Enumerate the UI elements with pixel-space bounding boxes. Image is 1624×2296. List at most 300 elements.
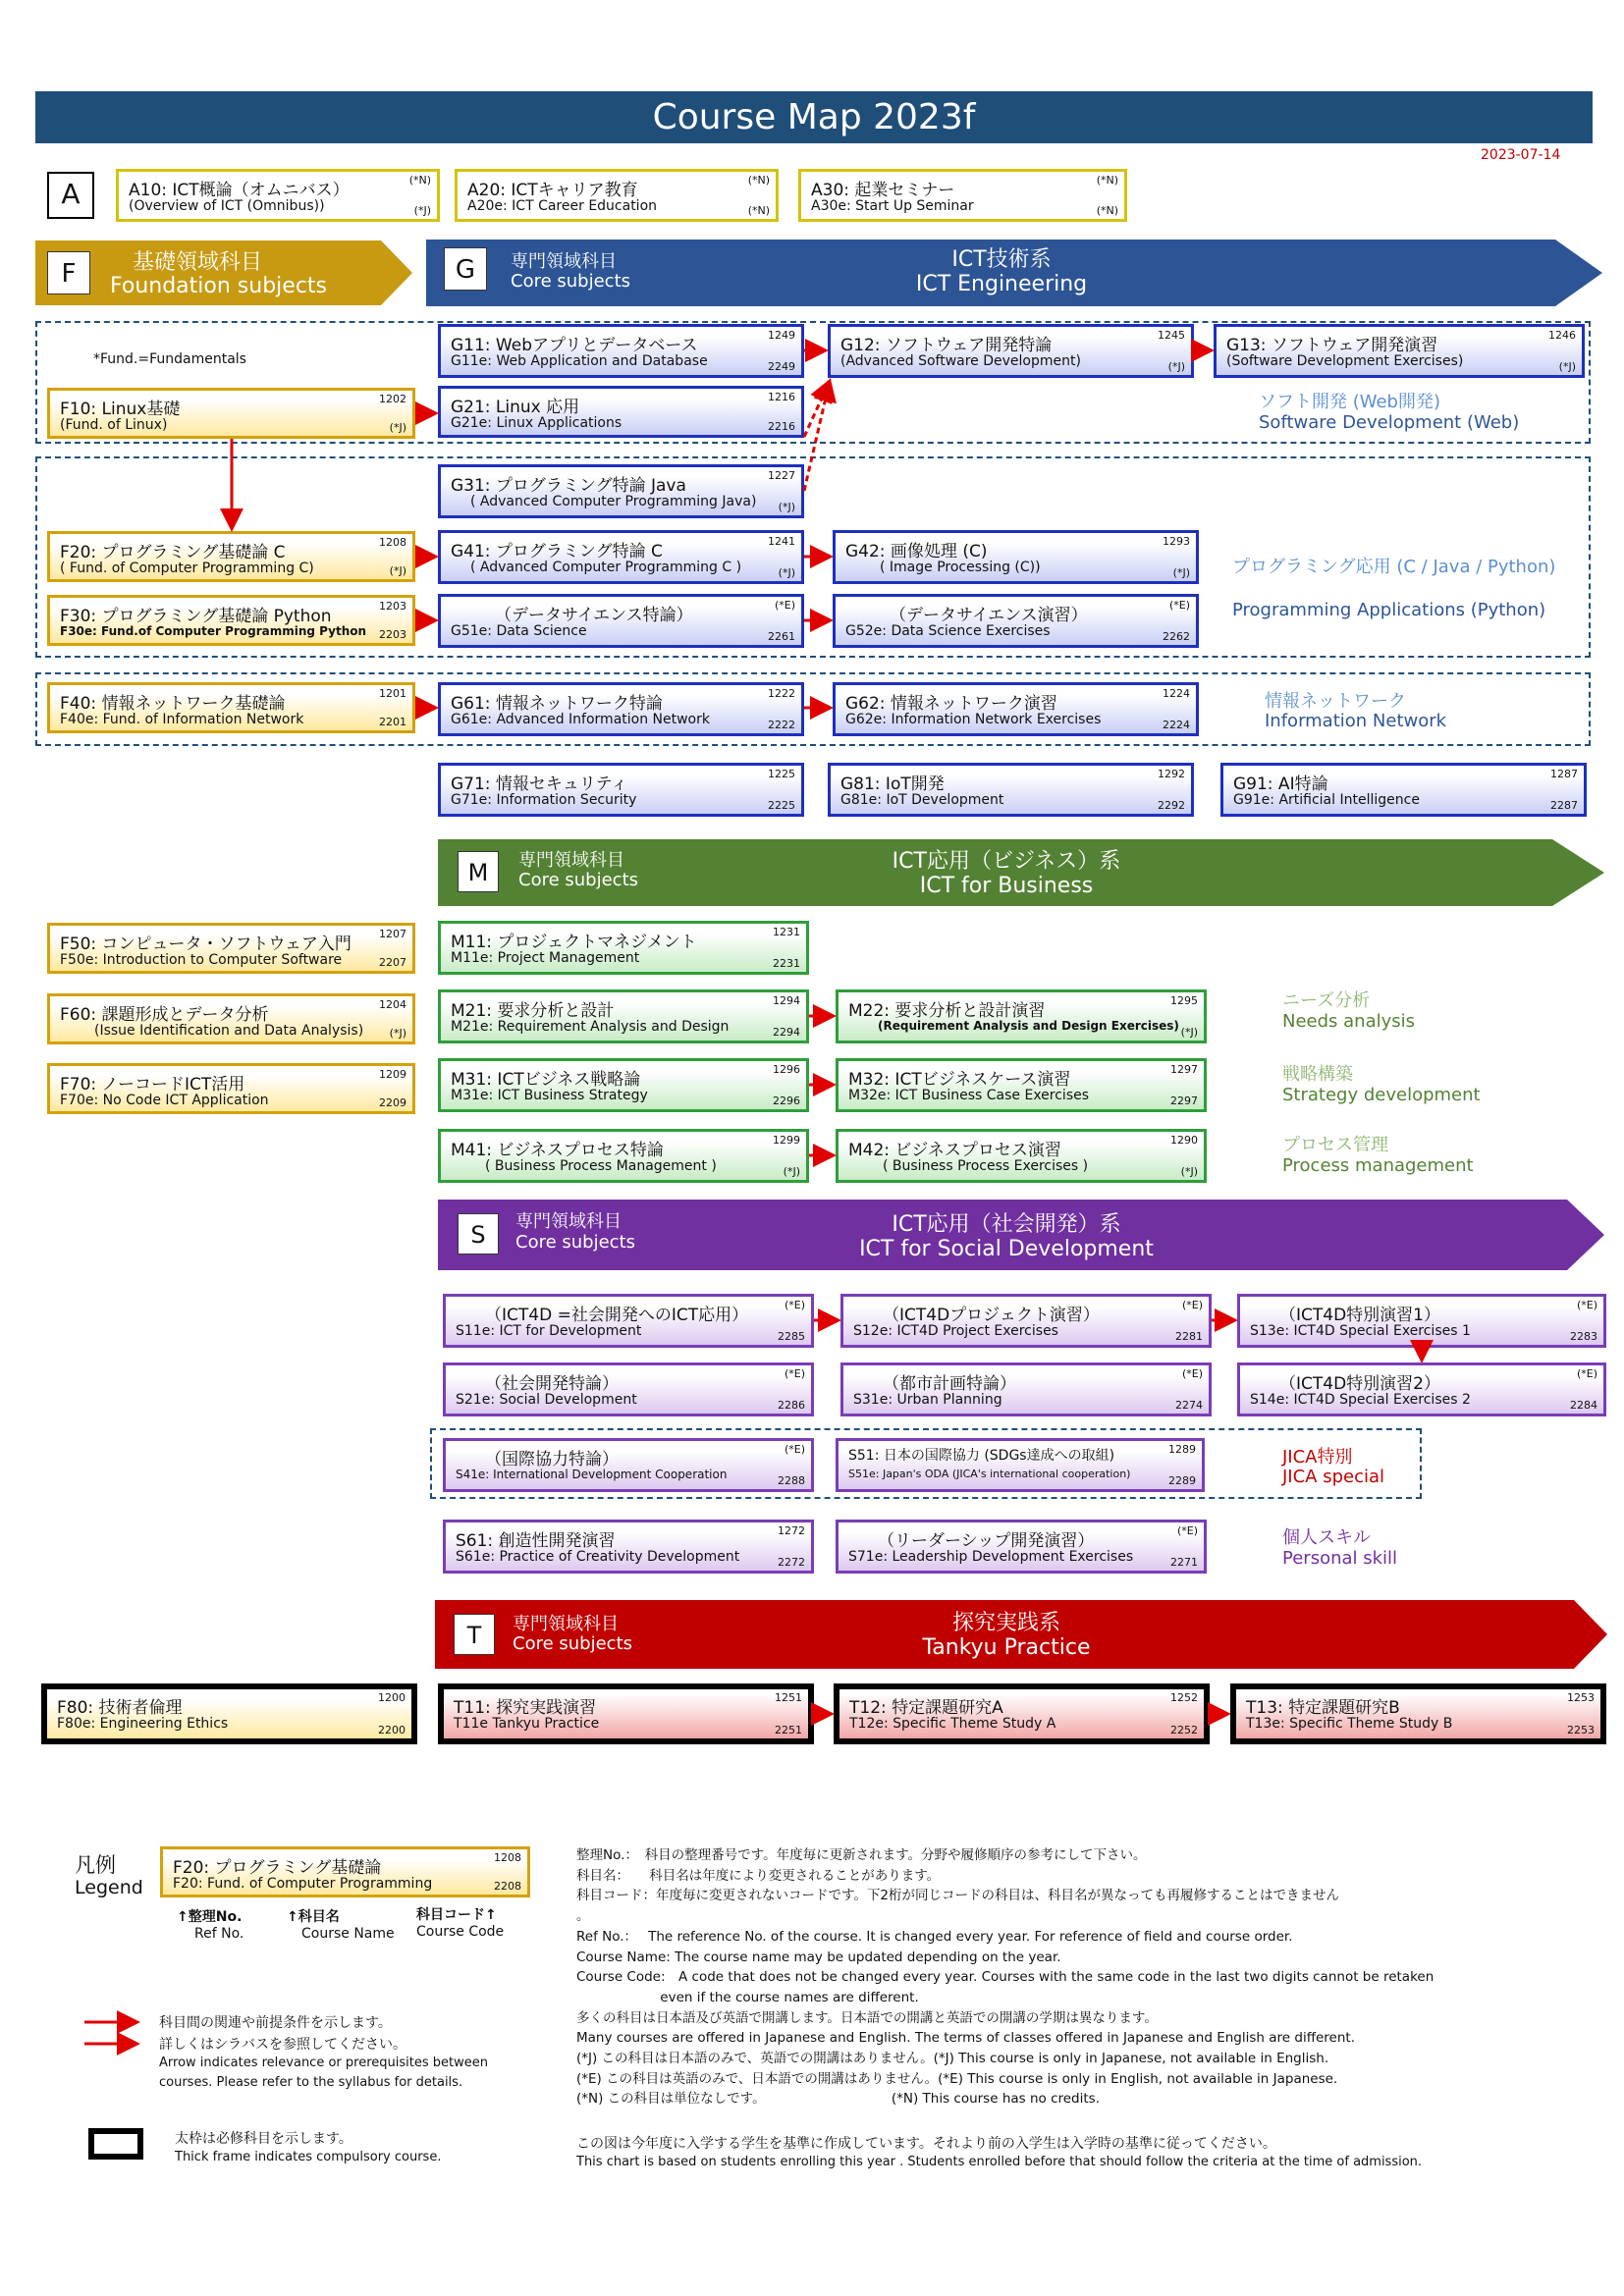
course-name-jp: M41: ビジネスプロセス特論 xyxy=(451,1141,664,1160)
side-jica-en: JICA special xyxy=(1282,1467,1385,1487)
side-needs-jp: ニーズ分析 xyxy=(1282,990,1371,1011)
course-name-jp: F70: ノーコードICT活用 xyxy=(60,1075,245,1095)
course-name-jp: （データサイエンス演習） xyxy=(890,606,1088,625)
course-name-en: F50e: Introduction to Computer Software xyxy=(60,952,343,968)
course-code: 2281 xyxy=(1175,1330,1203,1343)
course-name-jp: A10: ICT概論（オムニバス） xyxy=(129,181,350,200)
ref-no: (*N) xyxy=(408,174,431,187)
course-name-jp: S61: 創造性開発演習 xyxy=(456,1531,616,1551)
course-t11[interactable] xyxy=(438,1683,814,1744)
course-code: 2288 xyxy=(778,1474,805,1487)
note-line: (*J) この科目は日本語のみで、英語での開講はありません。(*J) This course is only in Japanese, not available in English. xyxy=(576,2051,1329,2067)
course-f50[interactable] xyxy=(47,923,415,974)
ref-no: 1203 xyxy=(379,600,406,613)
ref-no: (*E) xyxy=(784,1367,805,1380)
course-name-jp: F40: 情報ネットワーク基礎論 xyxy=(60,694,286,714)
section-t-title-en: Tankyu Practice xyxy=(922,1635,1091,1660)
course-name-en: S21e: Social Development xyxy=(456,1392,637,1408)
course-code: (*J) xyxy=(1167,360,1185,373)
course-code: (*J) xyxy=(1558,360,1576,373)
course-code: 2201 xyxy=(379,716,406,728)
course-m42[interactable] xyxy=(836,1129,1207,1183)
course-name-jp: G42: 画像処理 (C) xyxy=(845,542,988,561)
side-strat-en: Strategy development xyxy=(1282,1085,1481,1105)
course-name-en: T13e: Specific Theme Study B xyxy=(1246,1716,1453,1732)
side-prog-en: Programming Applications (Python) xyxy=(1232,600,1546,620)
course-a10[interactable] xyxy=(116,169,440,222)
legend-title-en: Legend xyxy=(75,1877,143,1898)
course-f30[interactable] xyxy=(47,595,415,646)
course-name-jp: G61: 情報ネットワーク特論 xyxy=(451,694,663,714)
side-swdev-jp: ソフト開発 (Web開発) xyxy=(1259,392,1441,412)
ref-no: 1289 xyxy=(1168,1443,1196,1456)
course-code: 2287 xyxy=(1550,799,1578,812)
course-name-en: ( Business Process Exercises ) xyxy=(883,1158,1089,1174)
course-name-jp: G21: Linux 応用 xyxy=(451,398,580,417)
section-f-letter: F xyxy=(47,251,90,294)
legend-title-jp: 凡例 xyxy=(75,1853,116,1877)
ref-no: (*E) xyxy=(784,1299,805,1311)
section-f-jp: 基礎領域科目 xyxy=(133,250,263,275)
course-name-en: S13e: ICT4D Special Exercises 1 xyxy=(1250,1323,1471,1339)
course-s21[interactable] xyxy=(443,1362,814,1416)
course-m22[interactable] xyxy=(836,989,1207,1043)
course-name-jp: M42: ビジネスプロセス演習 xyxy=(848,1141,1061,1160)
course-code: 2271 xyxy=(1170,1556,1198,1569)
course-code: 2294 xyxy=(773,1026,800,1039)
side-prog-jp: プログラミング応用 (C / Java / Python) xyxy=(1232,557,1556,577)
course-t12[interactable] xyxy=(834,1683,1210,1744)
ref-no: 1290 xyxy=(1170,1134,1198,1147)
legend-arrow-jp2: 詳しくはシラバスを参照してください。 xyxy=(159,2037,406,2053)
course-s14[interactable] xyxy=(1237,1362,1606,1416)
ref-no: 1207 xyxy=(379,928,406,940)
fund-note: *Fund.=Fundamentals xyxy=(93,351,246,367)
legend-ref-en: Ref No. xyxy=(194,1926,244,1942)
ref-no: 1208 xyxy=(494,1851,521,1864)
course-name-en: (Software Development Exercises) xyxy=(1226,353,1464,369)
section-g-en: Core subjects xyxy=(511,271,631,292)
legend-thick-frame xyxy=(88,2128,143,2160)
section-t-title-jp: 探究実践系 xyxy=(951,1611,1060,1635)
section-m-jp: 専門領域科目 xyxy=(518,850,624,871)
note-line: Course Name: The course name may be updated depending on the year. xyxy=(576,1949,1061,1965)
ref-no: (*N) xyxy=(747,174,770,187)
course-name-en: G21e: Linux Applications xyxy=(451,415,623,431)
note-line: 整理No.： 科目の整理番号です。年度毎に更新されます。分野や履修順序の参考にして下さい。 xyxy=(576,1847,1147,1863)
ref-no: 1253 xyxy=(1567,1691,1595,1704)
course-code: 2297 xyxy=(1170,1095,1198,1107)
ref-no: (*N) xyxy=(1096,174,1118,187)
legend-frame-en: Thick frame indicates compulsory course. xyxy=(175,2150,442,2164)
course-s11[interactable] xyxy=(443,1294,814,1348)
course-f10[interactable] xyxy=(47,388,415,439)
legend-basis-en: This chart is based on students enrolling this year . Students enrolled before that should follow the criteria at the time of admission. xyxy=(576,2155,1423,2169)
course-g21[interactable] xyxy=(438,386,804,438)
course-name-en: F30e: Fund.of Computer Programming Python xyxy=(60,624,367,638)
side-needs-en: Needs analysis xyxy=(1282,1011,1416,1032)
ref-no: 1294 xyxy=(773,994,800,1007)
course-name-jp: G91: AI特論 xyxy=(1233,774,1328,794)
course-g42[interactable] xyxy=(833,530,1199,584)
course-t13[interactable] xyxy=(1230,1683,1606,1744)
note-line: (*N) この科目は単位なしです。 (*N) This course has no credits. xyxy=(576,2091,1100,2108)
ref-no: 1249 xyxy=(768,329,795,342)
course-code: (*J) xyxy=(778,566,795,579)
note-line: (*E) この科目は英語のみで、日本語での開講はありません。(*E) This course is only in English, not available in Japanese. xyxy=(576,2070,1338,2087)
course-f80[interactable] xyxy=(41,1683,417,1744)
note-line: Ref No.： The reference No. of the course. It is changed every year. For reference of field and course order. xyxy=(576,1928,1293,1945)
course-m21[interactable] xyxy=(438,989,809,1043)
note-line: 多くの科目は日本語及び英語で開講します。日本語での開講と英語での開講の学期は異なります。 xyxy=(576,2009,1158,2026)
course-code: (*J) xyxy=(389,1027,406,1040)
course-g61[interactable] xyxy=(438,682,804,736)
course-code: 2253 xyxy=(1567,1724,1595,1736)
legend-basis-jp: この図は今年度に入学する学生を基準に作成しています。それより前の入学生は入学時の基準に従ってください。 xyxy=(576,2136,1276,2152)
ref-no: 1292 xyxy=(1158,768,1185,780)
ref-no: 1272 xyxy=(778,1524,805,1537)
legend-arrow-en1: Arrow indicates relevance or prerequisites between xyxy=(159,2056,488,2070)
section-t-jp: 専門領域科目 xyxy=(513,1614,619,1634)
course-name-en: F70e: No Code ICT Application xyxy=(60,1093,269,1108)
side-net-en: Information Network xyxy=(1265,711,1447,731)
course-code: (*N) xyxy=(1096,204,1118,217)
course-name-en: G51e: Data Science xyxy=(451,623,587,639)
course-name-en: (Requirement Analysis and Design Exercises) xyxy=(878,1019,1179,1033)
ref-no: 1225 xyxy=(768,768,795,780)
course-g12[interactable] xyxy=(828,324,1194,378)
ref-no: 1208 xyxy=(379,536,406,549)
course-name-jp: F20: プログラミング基礎論 xyxy=(173,1858,382,1878)
ref-no: 1222 xyxy=(768,687,795,700)
course-g11[interactable] xyxy=(438,324,804,378)
course-code: 2285 xyxy=(778,1330,805,1343)
course-name-jp: G71: 情報セキュリティ xyxy=(451,774,628,794)
course-code: 2262 xyxy=(1163,630,1190,643)
course-name-en: S61e: Practice of Creativity Development xyxy=(456,1549,740,1565)
course-name-en: S12e: ICT4D Project Exercises xyxy=(853,1323,1058,1339)
section-s-title-jp: ICT応用（社会開発）系 xyxy=(892,1212,1121,1237)
course-name-en: ( Fund. of Computer Programming C) xyxy=(60,561,314,576)
course-name-en: M11e: Project Management xyxy=(451,950,640,966)
course-name-en: ( Business Process Management ) xyxy=(485,1158,717,1174)
course-name-en: F20: Fund. of Computer Programming xyxy=(173,1876,433,1892)
course-name-jp: （都市計画特論） xyxy=(883,1374,1016,1394)
ref-no: 1200 xyxy=(378,1691,406,1704)
course-code: (*J) xyxy=(389,564,406,577)
course-name-jp: T11: 探究実践演習 xyxy=(454,1698,597,1718)
course-name-en: M21e: Requirement Analysis and Design xyxy=(451,1019,730,1035)
course-name-en: ( Image Processing (C)) xyxy=(880,560,1041,575)
course-name-en: S51e: Japan's ODA (JICA's international cooperation) xyxy=(848,1468,1131,1480)
course-name-en: G62e: Information Network Exercises xyxy=(845,712,1102,727)
course-name-en: ( Advanced Computer Programming C ) xyxy=(470,560,742,575)
page-title: Course Map 2023f xyxy=(35,91,1593,143)
course-code: 2292 xyxy=(1158,799,1185,812)
section-m-title-en: ICT for Business xyxy=(919,874,1094,898)
ref-no: 1246 xyxy=(1548,329,1576,342)
ref-no: (*E) xyxy=(774,599,795,612)
course-name-jp: （ICT4Dプロジェクト演習） xyxy=(883,1306,1100,1325)
course-name-jp: S51: 日本の国際協力 (SDGs達成への取組) xyxy=(848,1448,1115,1464)
course-name-en: (Issue Identification and Data Analysis) xyxy=(94,1023,364,1039)
ref-no: 1295 xyxy=(1170,994,1198,1007)
course-f60[interactable] xyxy=(47,993,415,1044)
side-proc-en: Process management xyxy=(1282,1155,1474,1176)
course-name-jp: （国際協力特論） xyxy=(485,1450,619,1469)
course-code: (*J) xyxy=(783,1165,800,1178)
course-code: 2252 xyxy=(1170,1724,1198,1736)
ref-no: (*E) xyxy=(1576,1367,1597,1380)
legend-name-en: Course Name xyxy=(301,1926,395,1942)
course-s12[interactable] xyxy=(840,1294,1212,1348)
course-name-jp: F20: プログラミング基礎論 C xyxy=(60,543,286,562)
ref-no: 1202 xyxy=(379,393,406,405)
course-code: 2251 xyxy=(775,1724,802,1736)
ref-no: 1251 xyxy=(775,1691,802,1704)
legend-arrow-en2: courses. Please refer to the syllabus for details. xyxy=(159,2075,463,2090)
ref-no: 1209 xyxy=(379,1068,406,1081)
course-g13[interactable] xyxy=(1214,324,1585,378)
course-code: 2283 xyxy=(1570,1330,1597,1343)
course-m11[interactable] xyxy=(438,921,809,975)
course-name-en: F80e: Engineering Ethics xyxy=(57,1716,229,1732)
course-name-jp: G11: Webアプリとデータベース xyxy=(451,336,698,355)
course-name-jp: （リーダーシップ開発演習） xyxy=(878,1531,1095,1551)
course-name-jp: （ICT4D特別演習1） xyxy=(1279,1306,1440,1325)
course-s61[interactable] xyxy=(443,1520,814,1574)
course-m32[interactable] xyxy=(836,1058,1207,1112)
legend-code-jp: 科目コード↑ xyxy=(416,1907,497,1923)
course-name-en: M32e: ICT Business Case Exercises xyxy=(848,1088,1090,1103)
course-name-jp: F10: Linux基礎 xyxy=(60,400,181,419)
ref-no: (*E) xyxy=(1181,1367,1203,1380)
course-name-en: (Overview of ICT (Omnibus)) xyxy=(129,198,325,214)
course-name-jp: A30: 起業セミナー xyxy=(811,181,955,200)
note-line: even if the course names are different. xyxy=(576,1989,919,2005)
course-name-en: G52e: Data Science Exercises xyxy=(845,623,1051,639)
ref-no: 1216 xyxy=(768,391,795,403)
course-code: 2207 xyxy=(379,956,406,969)
side-proc-jp: プロセス管理 xyxy=(1282,1135,1388,1155)
course-name-jp: F50: コンピュータ・ソフトウェア入門 xyxy=(60,934,352,954)
course-name-en: M31e: ICT Business Strategy xyxy=(451,1088,648,1103)
section-t-letter: T xyxy=(454,1614,495,1655)
note-line: Many courses are offered in Japanese and English. The terms of classes offered in Japanese and English are different. xyxy=(576,2030,1356,2047)
course-s31[interactable] xyxy=(840,1362,1212,1416)
course-code: 2289 xyxy=(1168,1474,1196,1487)
course-s51[interactable] xyxy=(836,1438,1205,1492)
ref-no: (*E) xyxy=(1176,1524,1198,1537)
section-f-en: Foundation subjects xyxy=(110,274,327,298)
course-f40[interactable] xyxy=(47,682,415,733)
course-a20[interactable] xyxy=(455,169,779,222)
course-name-en: G61e: Advanced Information Network xyxy=(451,712,710,727)
course-code: 2261 xyxy=(768,630,795,643)
course-code: (*J) xyxy=(1172,566,1190,579)
course-g91[interactable] xyxy=(1220,763,1587,817)
ref-no: 1299 xyxy=(773,1134,800,1147)
course-g81[interactable] xyxy=(828,763,1194,817)
legend-name-jp: ↑科目名 xyxy=(287,1909,340,1925)
section-m-title-jp: ICT応用（ビジネス）系 xyxy=(892,849,1121,874)
section-g-title-en: ICT Engineering xyxy=(915,272,1088,296)
ref-no: 1201 xyxy=(379,687,406,700)
legend-frame-jp: 太枠は必修科目を示します。 xyxy=(175,2131,352,2147)
ref-no: 1227 xyxy=(768,469,795,482)
course-name-en: S14e: ICT4D Special Exercises 2 xyxy=(1250,1392,1471,1408)
ref-no: 1224 xyxy=(1163,687,1190,700)
course-code: 2296 xyxy=(773,1095,800,1107)
course-f70[interactable] xyxy=(47,1063,415,1114)
course-name-en: S41e: International Development Cooperation xyxy=(456,1468,728,1481)
side-pers-en: Personal skill xyxy=(1282,1548,1398,1569)
course-code: 2249 xyxy=(768,360,795,373)
section-s-letter: S xyxy=(458,1213,499,1255)
course-name-jp: （ICT4D =社会開発へのICT応用） xyxy=(485,1306,749,1325)
course-name-en: G11e: Web Application and Database xyxy=(451,353,708,369)
course-s41[interactable] xyxy=(443,1438,814,1492)
course-code: (*J) xyxy=(1180,1026,1198,1039)
legend-ref-jp: ↑整理No. xyxy=(177,1909,243,1925)
course-name-jp: M32: ICTビジネスケース演習 xyxy=(848,1070,1071,1090)
ref-no: 1296 xyxy=(773,1063,800,1076)
course-name-jp: M22: 要求分析と設計演習 xyxy=(848,1001,1046,1021)
course-g31[interactable] xyxy=(438,464,804,518)
course-code: 2209 xyxy=(379,1096,406,1109)
course-name-en: A20e: ICT Career Education xyxy=(467,198,658,214)
side-pers-jp: 個人スキル xyxy=(1282,1527,1371,1548)
course-code: 2231 xyxy=(773,957,800,970)
section-g-letter: G xyxy=(444,247,487,291)
course-name-jp: G41: プログラミング特論 C xyxy=(451,542,663,561)
note-line: 科目コード：年度毎に変更されないコードです。下2桁が同じコードの科目は、科目名が異なっても再履修することはできません xyxy=(576,1888,1340,1904)
course-name-en: G91e: Artificial Intelligence xyxy=(1233,792,1420,808)
course-name-en: A30e: Start Up Seminar xyxy=(811,198,974,214)
ref-no: 1297 xyxy=(1170,1063,1198,1076)
course-name-jp: （ICT4D特別演習2） xyxy=(1279,1374,1440,1394)
course-code: (*N) xyxy=(747,204,770,217)
ref-no: (*E) xyxy=(1181,1299,1203,1311)
course-code: (*J) xyxy=(778,501,795,513)
section-t-en: Core subjects xyxy=(513,1633,633,1654)
course-s71[interactable] xyxy=(836,1520,1207,1574)
course-name-jp: G12: ソフトウェア開発特論 xyxy=(840,336,1053,355)
course-name-jp: F80: 技術者倫理 xyxy=(57,1698,183,1718)
ref-no: 1287 xyxy=(1550,768,1578,780)
note-line: 科目名： 科目名は年度により変更されることがあります。 xyxy=(576,1867,941,1884)
course-a30[interactable] xyxy=(798,169,1127,222)
course-code: 2272 xyxy=(778,1556,805,1569)
course-g52[interactable] xyxy=(833,594,1199,648)
course-name-jp: G13: ソフトウェア開発演習 xyxy=(1226,336,1438,355)
course-g62[interactable] xyxy=(833,682,1199,736)
course-name-jp: T13: 特定課題研究B xyxy=(1246,1698,1400,1718)
course-name-en: S11e: ICT for Development xyxy=(456,1323,642,1339)
course-s13[interactable] xyxy=(1237,1294,1606,1348)
course-name-en: S71e: Leadership Development Exercises xyxy=(848,1549,1134,1565)
legend-notes xyxy=(576,1845,1597,2109)
course-name-en: G71e: Information Security xyxy=(451,792,637,808)
course-code: 2224 xyxy=(1163,719,1190,731)
course-name-jp: F60: 課題形成とデータ分析 xyxy=(60,1005,269,1025)
section-g-jp: 専門領域科目 xyxy=(511,251,617,272)
ref-no: 1204 xyxy=(379,998,406,1011)
ref-no: 1252 xyxy=(1170,1691,1198,1704)
course-code: (*J) xyxy=(389,421,406,434)
ref-no: 1293 xyxy=(1163,535,1190,548)
section-m-letter: M xyxy=(458,851,499,892)
course-name-jp: G62: 情報ネットワーク演習 xyxy=(845,694,1057,714)
course-name-jp: （社会開発特論） xyxy=(485,1374,619,1394)
note-line: Course Code: A code that does not be changed every year. Courses with the same code in the last two digits cannot be retaken xyxy=(576,1969,1435,1986)
side-jica-jp: JICA特別 xyxy=(1282,1447,1353,1468)
ref-no: 1245 xyxy=(1158,329,1185,342)
course-name-jp: A20: ICTキャリア教育 xyxy=(467,181,638,200)
ref-no: (*E) xyxy=(1168,599,1190,612)
legend-arrow-jp1: 科目間の関連や前提条件を示します。 xyxy=(159,2015,392,2031)
course-name-jp: M21: 要求分析と設計 xyxy=(451,1001,615,1021)
course-code: (*J) xyxy=(1180,1165,1198,1178)
section-s-en: Core subjects xyxy=(515,1232,636,1253)
course-name-en: F40e: Fund. of Information Network xyxy=(60,712,304,727)
course-name-jp: F30: プログラミング基礎論 Python xyxy=(60,607,332,626)
date-label: 2023-07-14 xyxy=(1481,147,1561,163)
side-swdev-en: Software Development (Web) xyxy=(1259,412,1520,433)
ref-no: 1241 xyxy=(768,535,795,548)
course-name-en: T11e Tankyu Practice xyxy=(454,1716,600,1732)
course-name-jp: G81: IoT開発 xyxy=(840,774,945,794)
course-name-jp: M11: プロジェクトマネジメント xyxy=(451,933,697,952)
course-name-en: (Fund. of Linux) xyxy=(60,417,168,433)
section-g-title-jp: ICT技術系 xyxy=(951,247,1052,272)
course-code: 2225 xyxy=(768,799,795,812)
course-name-en: (Advanced Software Development) xyxy=(840,353,1081,369)
course-name-jp: M31: ICTビジネス戦略論 xyxy=(451,1070,641,1090)
side-net-jp: 情報ネットワーク xyxy=(1265,691,1406,712)
course-code: 2216 xyxy=(768,420,795,433)
course-code: 2222 xyxy=(768,719,795,731)
course-f20[interactable] xyxy=(47,531,415,582)
course-code: 2200 xyxy=(378,1724,406,1736)
course-name-en: G81e: IoT Development xyxy=(840,792,1004,808)
course-name-en: ( Advanced Computer Programming Java) xyxy=(470,494,757,509)
course-m41[interactable] xyxy=(438,1129,809,1183)
course-code: (*J) xyxy=(413,204,431,217)
course-g71[interactable] xyxy=(438,763,804,817)
course-g51[interactable] xyxy=(438,594,804,648)
course-name-en: T12e: Specific Theme Study A xyxy=(849,1716,1056,1732)
note-line: 。 xyxy=(576,1908,590,1925)
course-m31[interactable] xyxy=(438,1058,809,1112)
side-strat-jp: 戦略構築 xyxy=(1282,1064,1353,1085)
course-code: 2284 xyxy=(1570,1399,1597,1412)
section-s-jp: 専門領域科目 xyxy=(515,1211,622,1232)
course-code: 2208 xyxy=(494,1880,521,1893)
ref-no: 1231 xyxy=(773,926,800,938)
ref-no: (*E) xyxy=(784,1443,805,1456)
course-name-jp: （データサイエンス特論） xyxy=(495,606,693,625)
legend-code-en: Course Code xyxy=(416,1924,505,1940)
section-m-en: Core subjects xyxy=(518,870,639,890)
course-code: 2274 xyxy=(1175,1399,1203,1412)
ref-no: (*E) xyxy=(1576,1299,1597,1311)
course-code: 2286 xyxy=(778,1399,805,1412)
course-name-jp: G31: プログラミング特論 Java xyxy=(451,476,686,496)
course-name-jp: T12: 特定課題研究A xyxy=(849,1698,1003,1718)
course-g41[interactable] xyxy=(438,530,804,584)
section-s-title-en: ICT for Social Development xyxy=(859,1237,1154,1261)
